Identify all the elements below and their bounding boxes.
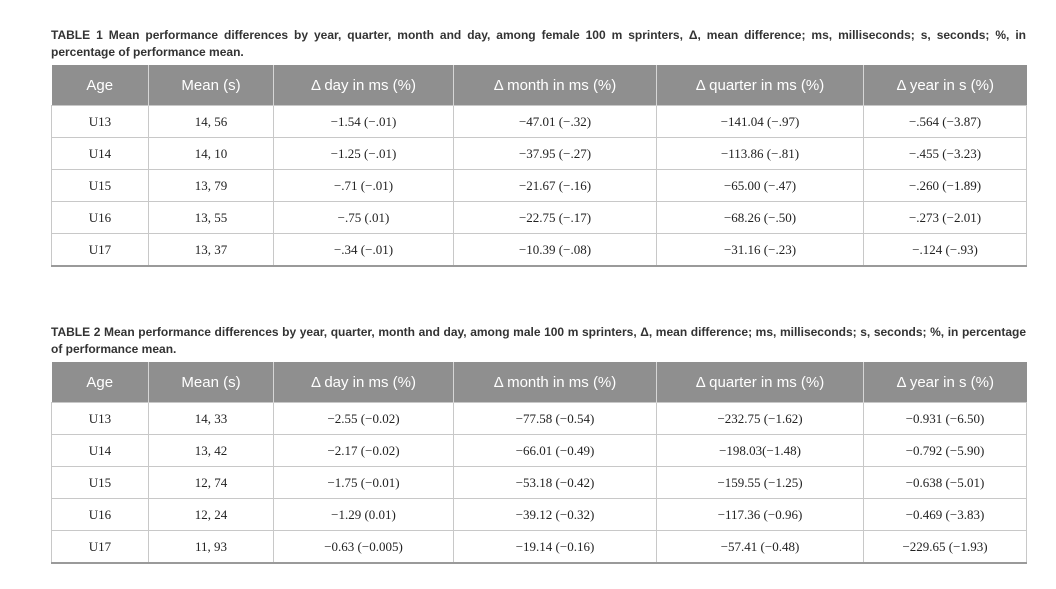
header-day: Δ day in ms (%) [274, 65, 454, 106]
header-year: Δ year in s (%) [864, 65, 1027, 106]
cell-mean: 13, 42 [149, 435, 274, 467]
header-age: Age [52, 65, 149, 106]
cell-age: U13 [52, 106, 149, 138]
header-mean: Mean (s) [149, 65, 274, 106]
header-day: Δ day in ms (%) [274, 362, 454, 403]
cell-quarter: −159.55 (−1.25) [657, 467, 864, 499]
cell-month: −10.39 (−.08) [454, 234, 657, 267]
cell-year: −0.931 (−6.50) [864, 403, 1027, 435]
cell-year: −.455 (−3.23) [864, 138, 1027, 170]
cell-quarter: −232.75 (−1.62) [657, 403, 864, 435]
cell-quarter: −117.36 (−0.96) [657, 499, 864, 531]
cell-mean: 14, 33 [149, 403, 274, 435]
cell-quarter: −31.16 (−.23) [657, 234, 864, 267]
cell-year: −.564 (−3.87) [864, 106, 1027, 138]
cell-quarter: −113.86 (−.81) [657, 138, 864, 170]
cell-month: −19.14 (−0.16) [454, 531, 657, 564]
cell-month: −22.75 (−.17) [454, 202, 657, 234]
cell-day: −1.54 (−.01) [274, 106, 454, 138]
table-row [52, 467, 1027, 499]
cell-mean: 14, 56 [149, 106, 274, 138]
cell-year: −0.469 (−3.83) [864, 499, 1027, 531]
cell-month: −39.12 (−0.32) [454, 499, 657, 531]
cell-quarter: −57.41 (−0.48) [657, 531, 864, 564]
cell-day: −1.75 (−0.01) [274, 467, 454, 499]
table-row [52, 499, 1027, 531]
cell-month: −21.67 (−.16) [454, 170, 657, 202]
cell-day: −1.29 (0.01) [274, 499, 454, 531]
cell-age: U15 [52, 170, 149, 202]
cell-age: U15 [52, 467, 149, 499]
table-1 [51, 65, 1027, 267]
table-header-row [52, 362, 1027, 403]
table-1-block [51, 27, 1026, 267]
cell-day: −2.17 (−0.02) [274, 435, 454, 467]
cell-age: U14 [52, 435, 149, 467]
cell-year: −0.792 (−5.90) [864, 435, 1027, 467]
cell-quarter: −198.03(−1.48) [657, 435, 864, 467]
cell-quarter: −141.04 (−.97) [657, 106, 864, 138]
cell-mean: 11, 93 [149, 531, 274, 564]
cell-day: −2.55 (−0.02) [274, 403, 454, 435]
cell-month: −66.01 (−0.49) [454, 435, 657, 467]
cell-mean: 13, 37 [149, 234, 274, 267]
header-month: Δ month in ms (%) [454, 362, 657, 403]
cell-year: −.260 (−1.89) [864, 170, 1027, 202]
cell-age: U16 [52, 499, 149, 531]
cell-day: −.34 (−.01) [274, 234, 454, 267]
cell-mean: 13, 79 [149, 170, 274, 202]
cell-mean: 12, 74 [149, 467, 274, 499]
header-mean: Mean (s) [149, 362, 274, 403]
cell-age: U16 [52, 202, 149, 234]
table-row [52, 202, 1027, 234]
table-row [52, 106, 1027, 138]
header-quarter: Δ quarter in ms (%) [657, 362, 864, 403]
table-1-caption-label: TABLE 1 [51, 28, 103, 42]
table-row [52, 403, 1027, 435]
table-row [52, 138, 1027, 170]
table-row [52, 170, 1027, 202]
cell-year: −.273 (−2.01) [864, 202, 1027, 234]
table-row [52, 435, 1027, 467]
cell-day: −0.63 (−0.005) [274, 531, 454, 564]
cell-age: U14 [52, 138, 149, 170]
cell-day: −.75 (.01) [274, 202, 454, 234]
cell-month: −47.01 (−.32) [454, 106, 657, 138]
cell-year: −229.65 (−1.93) [864, 531, 1027, 564]
cell-mean: 12, 24 [149, 499, 274, 531]
cell-year: −.124 (−.93) [864, 234, 1027, 267]
table-row [52, 234, 1027, 267]
table-2-block [51, 324, 1026, 564]
table-header-row [52, 65, 1027, 106]
header-age: Age [52, 362, 149, 403]
cell-month: −53.18 (−0.42) [454, 467, 657, 499]
cell-month: −77.58 (−0.54) [454, 403, 657, 435]
table-2-caption-text: Mean performance differences by year, quarter, month and day, among male 100 m sprinters, Δ, mean difference; ms, milliseconds; s, seconds; %, in percentage of performance mean. [51, 325, 1026, 356]
table-2 [51, 362, 1027, 564]
table-2-caption [51, 324, 1026, 360]
table-2-caption-label: TABLE 2 [51, 325, 101, 339]
cell-mean: 14, 10 [149, 138, 274, 170]
cell-age: U13 [52, 403, 149, 435]
cell-quarter: −65.00 (−.47) [657, 170, 864, 202]
cell-mean: 13, 55 [149, 202, 274, 234]
table-1-caption [51, 27, 1026, 63]
cell-day: −.71 (−.01) [274, 170, 454, 202]
table-row [52, 531, 1027, 564]
cell-year: −0.638 (−5.01) [864, 467, 1027, 499]
cell-quarter: −68.26 (−.50) [657, 202, 864, 234]
table-1-caption-text: Mean performance differences by year, quarter, month and day, among female 100 m sprinters, Δ, mean difference; ms, milliseconds; s, seconds; %, in percentage of performance mean. [51, 28, 1026, 59]
header-year: Δ year in s (%) [864, 362, 1027, 403]
header-month: Δ month in ms (%) [454, 65, 657, 106]
header-quarter: Δ quarter in ms (%) [657, 65, 864, 106]
cell-month: −37.95 (−.27) [454, 138, 657, 170]
cell-age: U17 [52, 531, 149, 564]
cell-age: U17 [52, 234, 149, 267]
cell-day: −1.25 (−.01) [274, 138, 454, 170]
